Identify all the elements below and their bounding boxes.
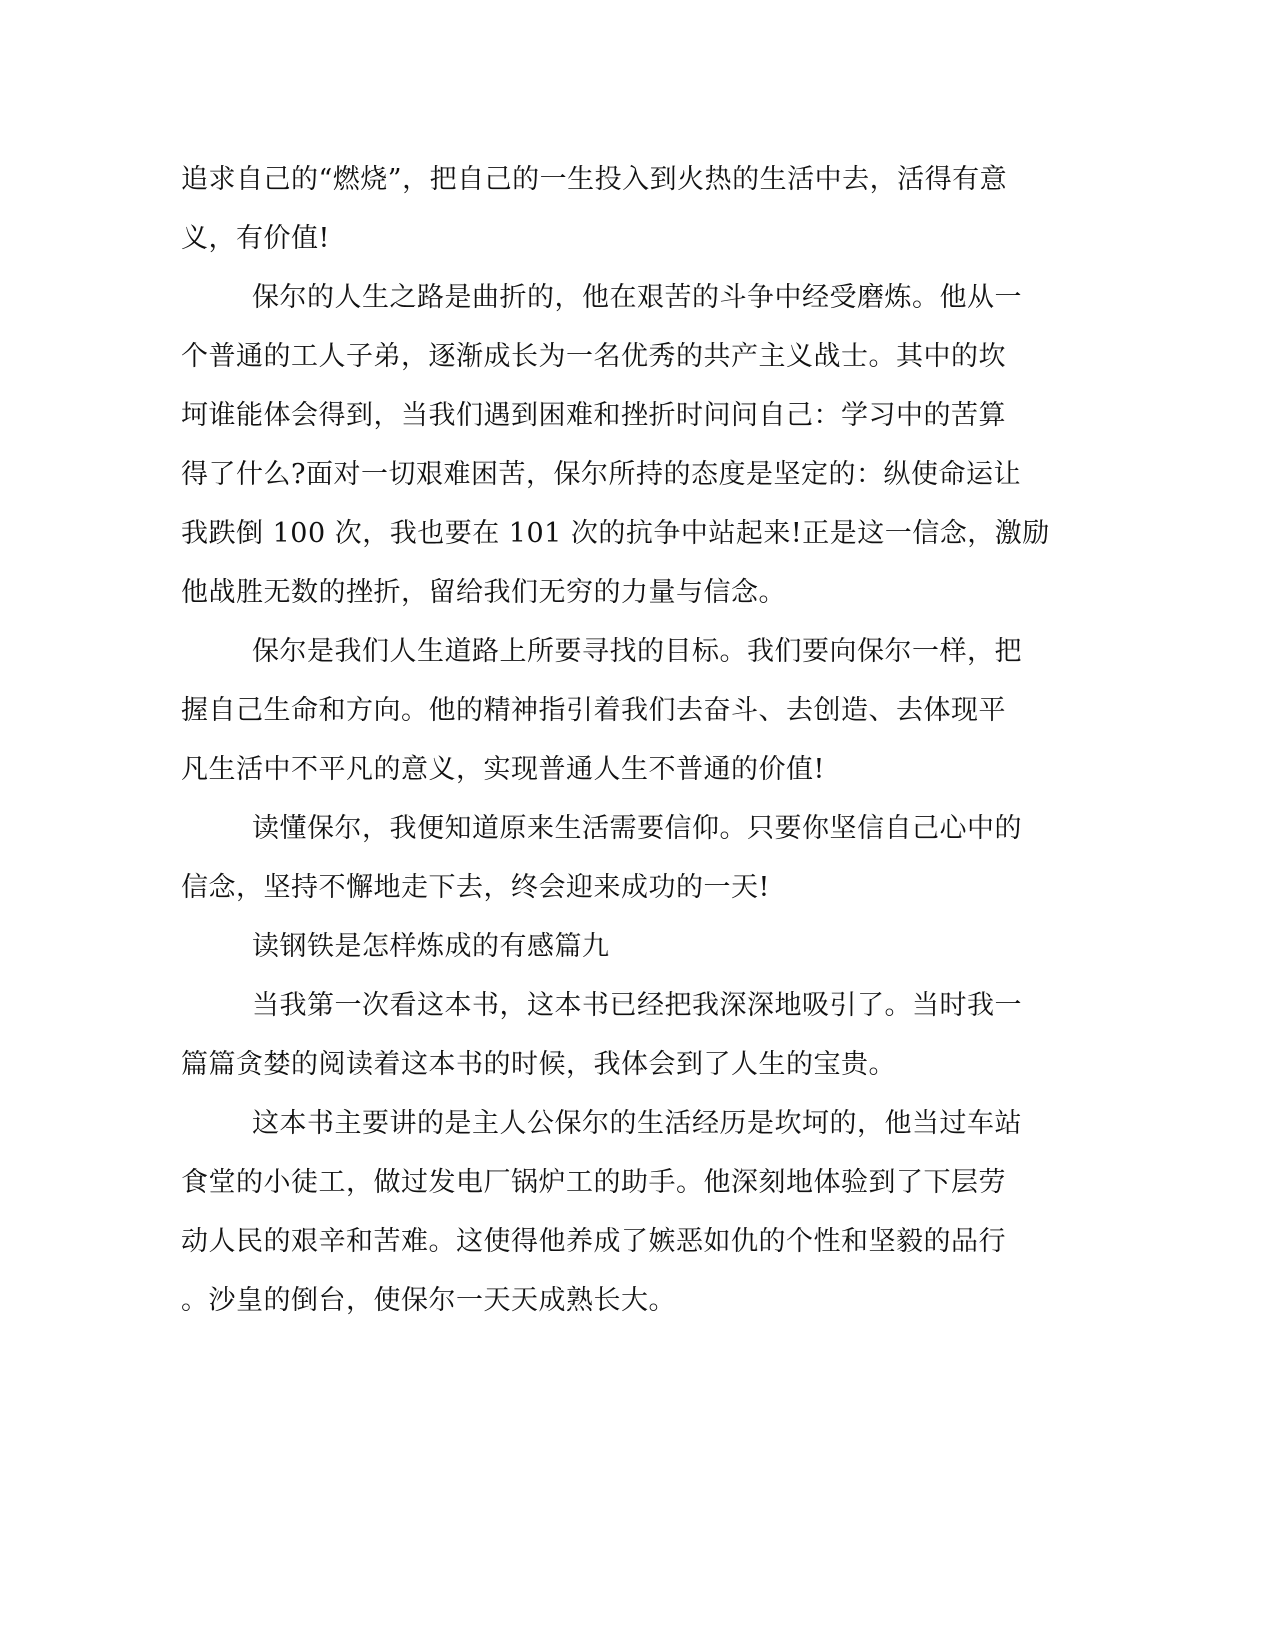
text-line: 个普通的工人子弟，逐渐成长为一名优秀的共产主义战士。其中的坎: [181, 341, 1006, 372]
text-line: 义，有价值!: [181, 223, 330, 254]
text-line: 。沙皇的倒台，使保尔一天天成熟长大。: [181, 1285, 676, 1316]
text-line: 保尔的人生之路是曲折的，他在艰苦的斗争中经受磨炼。他从一: [252, 282, 1022, 313]
text-line: 得了什么?面对一切艰难困苦，保尔所持的态度是坚定的：纵使命运让: [181, 459, 1021, 490]
text-line: 他战胜无数的挫折，留给我们无穷的力量与信念。: [181, 577, 786, 608]
text-line: 读懂保尔，我便知道原来生活需要信仰。只要你坚信自己心中的: [252, 813, 1022, 844]
text-line: 动人民的艰辛和苦难。这使得他养成了嫉恶如仇的个性和坚毅的品行: [181, 1226, 1006, 1257]
text-line: 这本书主要讲的是主人公保尔的生活经历是坎坷的，他当过车站: [252, 1108, 1022, 1139]
text-line: 当我第一次看这本书，这本书已经把我深深地吸引了。当时我一: [252, 990, 1022, 1021]
text-line: 保尔是我们人生道路上所要寻找的目标。我们要向保尔一样，把: [252, 636, 1022, 667]
text-line: 坷谁能体会得到，当我们遇到困难和挫折时问问自己：学习中的苦算: [181, 400, 1006, 431]
text-line: 篇篇贪婪的阅读着这本书的时候，我体会到了人生的宝贵。: [181, 1049, 896, 1080]
text-line: 握自己生命和方向。他的精神指引着我们去奋斗、去创造、去体现平: [181, 695, 1006, 726]
text-line: 凡生活中不平凡的意义，实现普通人生不普通的价值!: [181, 754, 825, 785]
section-heading: 读钢铁是怎样炼成的有感篇九: [252, 931, 610, 962]
text-line: 追求自己的“燃烧”，把自己的一生投入到火热的生活中去，活得有意: [181, 164, 1008, 195]
text-line: 食堂的小徒工，做过发电厂锅炉工的助手。他深刻地体验到了下层劳: [181, 1167, 1006, 1198]
text-line: 我跌倒 100 次，我也要在 101 次的抗争中站起来!正是这一信念，激励: [181, 518, 1050, 549]
text-line: 信念，坚持不懈地走下去，终会迎来成功的一天!: [181, 872, 770, 903]
